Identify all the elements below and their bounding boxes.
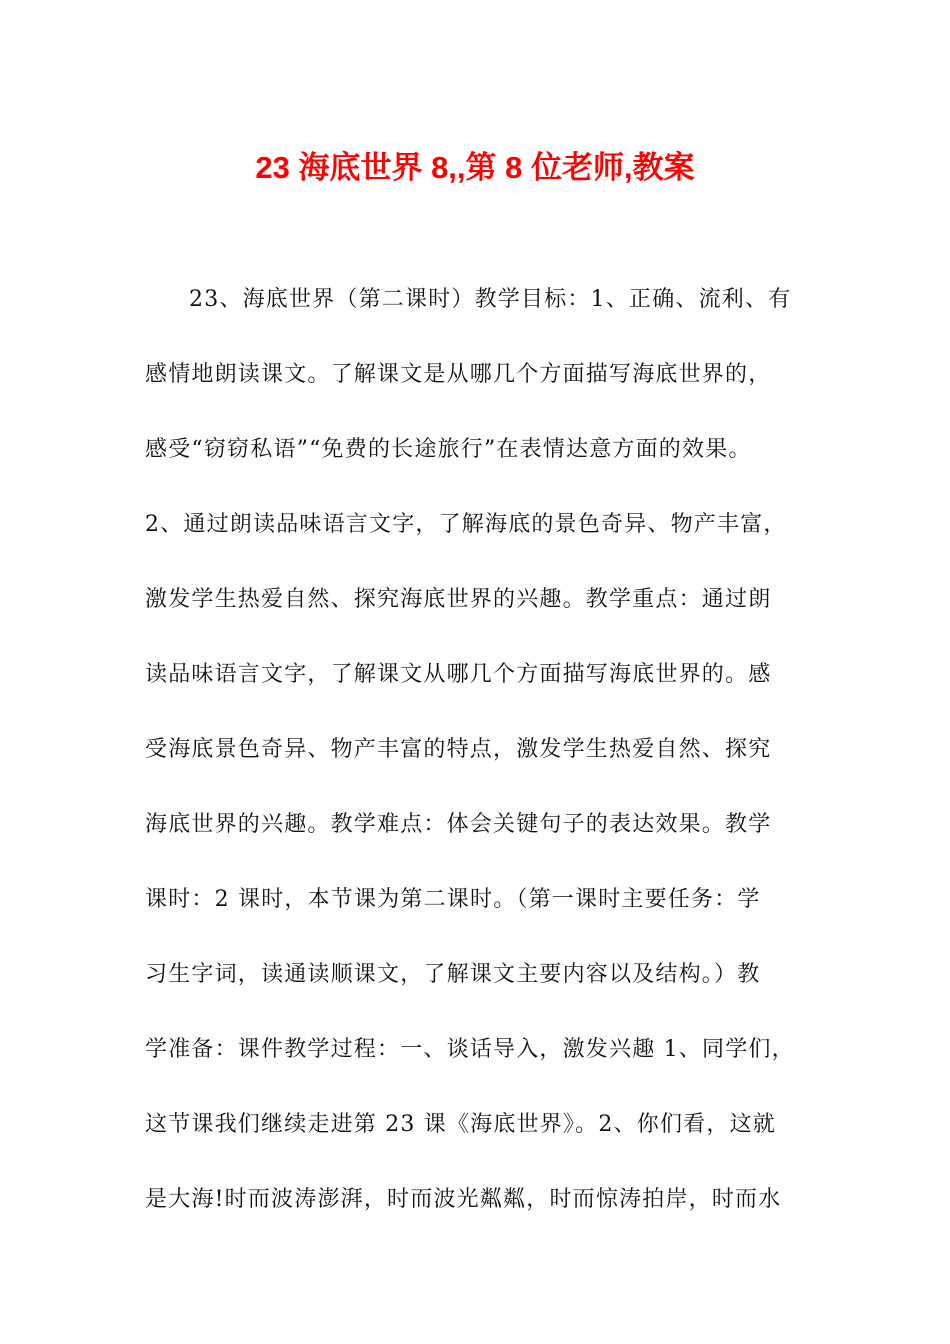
body-line-6: 读品味语言文字，了解课文从哪几个方面描写海底世界的。感	[145, 662, 772, 687]
body-line-3: 感受“窃窃私语”“免费的长途旅行”在表情达意方面的效果。	[145, 437, 752, 462]
body-line-4: 2、通过朗读品味语言文字，了解海底的景色奇异、物产丰富，	[145, 512, 787, 537]
body-line-13: 是大海!时而波涛澎湃，时而波光粼粼，时而惊涛拍岸，时而水	[145, 1187, 782, 1212]
body-line-7: 受海底景色奇异、物产丰富的特点，激发学生热爱自然、探究	[145, 737, 772, 762]
body-line-11: 学准备：课件教学过程：一、谈话导入，激发兴趣 1、同学们，	[145, 1037, 795, 1062]
body-line-12: 这节课我们继续走进第 23 课《海底世界》。2、你们看，这就	[145, 1112, 776, 1137]
body-line-8: 海底世界的兴趣。教学难点：体会关键句子的表达效果。教学	[145, 812, 772, 837]
body-line-5: 激发学生热爱自然、探究海底世界的兴趣。教学重点：通过朗	[145, 587, 772, 612]
body-line-10: 习生字词，读通读顺课文，了解课文主要内容以及结构。）教	[145, 962, 761, 987]
document-body	[145, 280, 825, 1255]
body-line-9: 课时：2 课时，本节课为第二课时。（第一课时主要任务：学	[145, 887, 761, 912]
body-line-1: 23、海底世界（第二课时）教学目标：1、正确、流利、有	[189, 287, 792, 312]
body-line-2: 感情地朗读课文。了解课文是从哪几个方面描写海底世界的，	[145, 362, 772, 387]
document-title: 23 海底世界 8,,第 8 位老师,教案	[255, 150, 695, 185]
